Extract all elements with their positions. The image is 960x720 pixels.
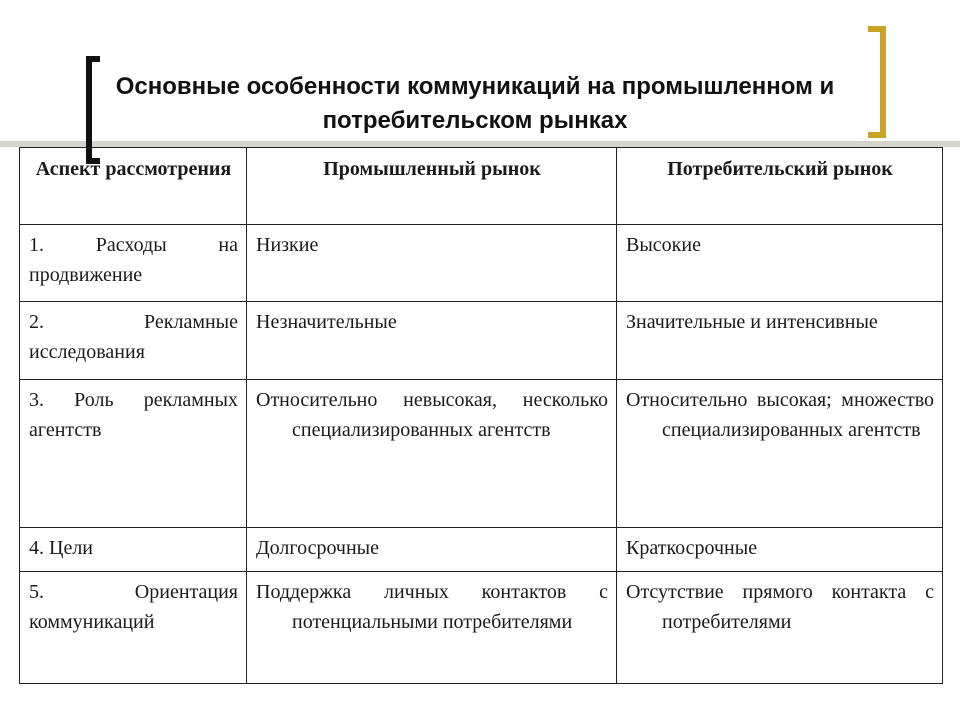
row-consumer-value	[617, 380, 943, 528]
table-row	[20, 572, 943, 684]
comparison-table	[19, 147, 943, 684]
row-industrial-value	[247, 572, 617, 684]
row-consumer-value	[617, 572, 943, 684]
row-consumer-text: Отсутствие прямого контакта с потребителями	[626, 581, 934, 633]
row-aspect: 4. Цели	[20, 528, 247, 572]
row-consumer-value	[617, 528, 943, 572]
table-header-row	[20, 148, 943, 225]
row-industrial-value	[247, 528, 617, 572]
table-row	[20, 380, 943, 528]
row-aspect: 1. Расходы на продвижение	[20, 225, 247, 302]
row-consumer-value	[617, 302, 943, 380]
row-consumer-value	[617, 225, 943, 302]
row-consumer-text: Краткосрочные	[626, 537, 758, 559]
row-consumer-text: Относительно высокая; множество специализированных агентств	[626, 389, 934, 441]
row-industrial-text: Незначительные	[256, 311, 397, 333]
row-aspect: 3. Роль рекламных агентств	[20, 380, 247, 528]
row-industrial-text: Поддержка личных контактов с потенциальными потребителями	[256, 581, 608, 633]
row-consumer-text: Высокие	[626, 234, 701, 256]
header-consumer-market: Потребительский рынок	[617, 148, 943, 225]
header-industrial-market: Промышленный рынок	[247, 148, 617, 225]
slide-title	[30, 70, 920, 138]
table-row	[20, 225, 943, 302]
row-industrial-value	[247, 380, 617, 528]
table-row	[20, 528, 943, 572]
row-aspect: 5. Ориентация коммуникаций	[20, 572, 247, 684]
table-row	[20, 302, 943, 380]
slide-title-line-1: Основные особенности коммуникаций на промышленном и	[115, 73, 835, 100]
slide-title-line-2: потребительском рынках	[322, 107, 628, 134]
row-consumer-text: Значительные и интенсивные	[626, 311, 878, 333]
row-aspect: 2. Рекламные исследования	[20, 302, 247, 380]
row-industrial-text: Низкие	[256, 234, 319, 256]
row-industrial-text: Долгосрочные	[256, 537, 379, 559]
row-industrial-value	[247, 302, 617, 380]
header-aspect: Аспект рассмотрения	[20, 148, 247, 225]
row-industrial-text: Относительно невысокая, несколько специализированных агентств	[256, 389, 608, 441]
row-industrial-value	[247, 225, 617, 302]
